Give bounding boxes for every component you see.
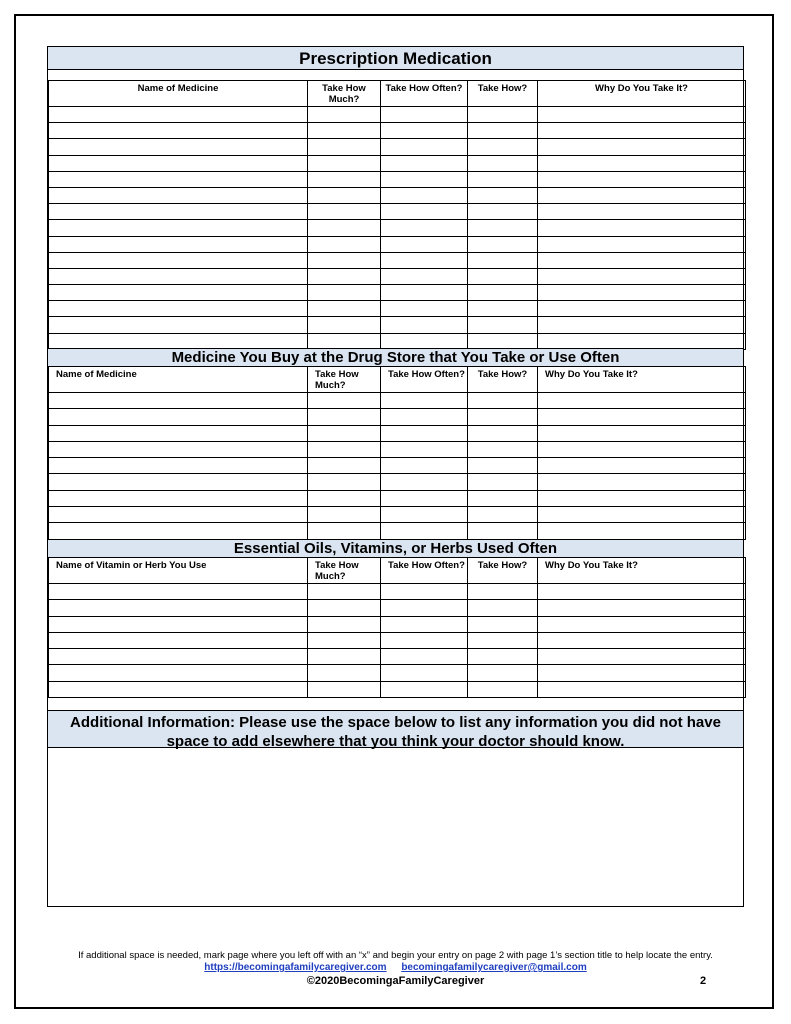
entry-cell[interactable] (468, 681, 538, 697)
entry-cell[interactable] (538, 665, 746, 681)
table-header-row (49, 81, 746, 107)
table-row (49, 107, 746, 123)
entry-cell[interactable] (49, 155, 308, 171)
medication-form (47, 46, 744, 907)
entry-cell[interactable] (468, 220, 538, 236)
entry-cell[interactable] (49, 252, 308, 268)
table-row (49, 139, 746, 155)
table-row (49, 155, 746, 171)
drugstore-table (48, 366, 746, 540)
table-row (49, 187, 746, 203)
entry-cell[interactable] (538, 268, 746, 284)
entry-cell[interactable] (468, 441, 538, 457)
entry-cell[interactable] (381, 155, 468, 171)
entry-cell[interactable] (468, 616, 538, 632)
entry-cell[interactable] (381, 584, 468, 600)
entry-cell[interactable] (538, 220, 746, 236)
table-row (49, 317, 746, 333)
entry-cell[interactable] (381, 523, 468, 539)
entry-cell[interactable] (538, 425, 746, 441)
entry-cell[interactable] (381, 600, 468, 616)
entry-cell[interactable] (381, 204, 468, 220)
entry-cell[interactable] (468, 252, 538, 268)
entry-cell[interactable] (308, 425, 381, 441)
entry-cell[interactable] (538, 409, 746, 425)
entry-cell[interactable] (468, 268, 538, 284)
entry-cell[interactable] (49, 523, 308, 539)
entry-cell[interactable] (49, 409, 308, 425)
table-row (49, 123, 746, 139)
entry-cell[interactable] (468, 123, 538, 139)
entry-cell[interactable] (308, 139, 381, 155)
entry-cell[interactable] (468, 139, 538, 155)
entry-cell[interactable] (468, 107, 538, 123)
table-row (49, 204, 746, 220)
entry-cell[interactable] (381, 632, 468, 648)
entry-cell[interactable] (468, 523, 538, 539)
additional-line-1: Additional Information: Please use the space below to list any information you did not have (70, 714, 721, 731)
column-header: Why Do You Take It? (538, 558, 746, 584)
entry-cell[interactable] (538, 681, 746, 697)
entry-cell[interactable] (381, 490, 468, 506)
entry-cell[interactable] (538, 139, 746, 155)
entry-cell[interactable] (468, 301, 538, 317)
footer-links (0, 962, 791, 973)
entry-cell[interactable] (49, 616, 308, 632)
entry-cell[interactable] (381, 409, 468, 425)
entry-cell[interactable] (49, 474, 308, 490)
table-row (49, 285, 746, 301)
table-row (49, 632, 746, 648)
entry-cell[interactable] (538, 632, 746, 648)
entry-cell[interactable] (538, 584, 746, 600)
entry-cell[interactable] (468, 171, 538, 187)
entry-cell[interactable] (381, 236, 468, 252)
entry-cell[interactable] (468, 155, 538, 171)
table-row (49, 268, 746, 284)
entry-cell[interactable] (308, 285, 381, 301)
entry-cell[interactable] (308, 409, 381, 425)
entry-cell[interactable] (538, 236, 746, 252)
column-header: Name of Medicine (49, 367, 308, 393)
section-title-oils: Essential Oils, Vitamins, or Herbs Used Often (48, 539, 743, 558)
table-row (49, 236, 746, 252)
table-row (49, 425, 746, 441)
table-row (49, 393, 746, 409)
table-row (49, 681, 746, 697)
entry-cell[interactable] (49, 649, 308, 665)
entry-cell[interactable] (538, 458, 746, 474)
entry-cell[interactable] (49, 301, 308, 317)
website-link[interactable]: https://becomingafamilycaregiver.com (204, 962, 387, 973)
entry-cell[interactable] (49, 681, 308, 697)
entry-cell[interactable] (49, 393, 308, 409)
column-header: Take How Much? (308, 81, 381, 107)
entry-cell[interactable] (538, 649, 746, 665)
entry-cell[interactable] (381, 649, 468, 665)
entry-cell[interactable] (468, 409, 538, 425)
column-header: Take How Often? (381, 81, 468, 107)
column-header: Take How Much? (308, 558, 381, 584)
entry-cell[interactable] (308, 107, 381, 123)
entry-cell[interactable] (381, 474, 468, 490)
entry-cell[interactable] (308, 490, 381, 506)
entry-cell[interactable] (49, 268, 308, 284)
entry-cell[interactable] (49, 171, 308, 187)
table-row (49, 616, 746, 632)
entry-cell[interactable] (308, 317, 381, 333)
entry-cell[interactable] (468, 632, 538, 648)
entry-cell[interactable] (308, 268, 381, 284)
entry-cell[interactable] (308, 236, 381, 252)
column-header: Take How Often? (381, 558, 468, 584)
entry-cell[interactable] (308, 632, 381, 648)
table-row (49, 301, 746, 317)
entry-cell[interactable] (308, 204, 381, 220)
prescription-table (48, 80, 746, 350)
table-row (49, 490, 746, 506)
entry-cell[interactable] (308, 600, 381, 616)
entry-cell[interactable] (381, 123, 468, 139)
column-header: Why Do You Take It? (538, 367, 746, 393)
entry-cell[interactable] (49, 139, 308, 155)
entry-cell[interactable] (538, 507, 746, 523)
entry-cell[interactable] (468, 649, 538, 665)
entry-cell[interactable] (468, 458, 538, 474)
entry-cell[interactable] (308, 665, 381, 681)
entry-cell[interactable] (49, 285, 308, 301)
entry-cell[interactable] (49, 425, 308, 441)
entry-cell[interactable] (538, 123, 746, 139)
entry-cell[interactable] (308, 458, 381, 474)
entry-cell[interactable] (381, 425, 468, 441)
entry-cell[interactable] (538, 616, 746, 632)
entry-cell[interactable] (49, 333, 308, 349)
entry-cell[interactable] (49, 600, 308, 616)
entry-cell[interactable] (538, 441, 746, 457)
entry-cell[interactable] (381, 507, 468, 523)
entry-cell[interactable] (49, 220, 308, 236)
additional-info-area[interactable] (48, 750, 743, 906)
table-row (49, 474, 746, 490)
entry-cell[interactable] (308, 171, 381, 187)
entry-cell[interactable] (538, 600, 746, 616)
table-row (49, 507, 746, 523)
column-header: Take How? (468, 81, 538, 107)
entry-cell[interactable] (381, 107, 468, 123)
table-header-row (49, 558, 746, 584)
entry-cell[interactable] (468, 665, 538, 681)
table-row (49, 333, 746, 349)
entry-cell[interactable] (49, 236, 308, 252)
entry-cell[interactable] (308, 441, 381, 457)
entry-cell[interactable] (308, 252, 381, 268)
entry-cell[interactable] (308, 187, 381, 203)
entry-cell[interactable] (538, 393, 746, 409)
table-row (49, 523, 746, 539)
table-row (49, 171, 746, 187)
entry-cell[interactable] (381, 268, 468, 284)
entry-cell[interactable] (538, 285, 746, 301)
entry-cell[interactable] (308, 616, 381, 632)
entry-cell[interactable] (49, 317, 308, 333)
entry-cell[interactable] (49, 632, 308, 648)
entry-cell[interactable] (49, 507, 308, 523)
entry-cell[interactable] (381, 333, 468, 349)
table-row (49, 409, 746, 425)
section-title-drugstore: Medicine You Buy at the Drug Store that You Take or Use Often (48, 348, 743, 367)
entry-cell[interactable] (468, 317, 538, 333)
email-link[interactable]: becomingafamilycaregiver@gmail.com (401, 962, 587, 973)
entry-cell[interactable] (308, 123, 381, 139)
entry-cell[interactable] (538, 107, 746, 123)
page-number: 2 (700, 975, 707, 987)
entry-cell[interactable] (468, 584, 538, 600)
section-title-additional (48, 710, 743, 748)
entry-cell[interactable] (308, 474, 381, 490)
entry-cell[interactable] (381, 665, 468, 681)
entry-cell[interactable] (538, 333, 746, 349)
column-header: Take How Often? (381, 367, 468, 393)
entry-cell[interactable] (538, 317, 746, 333)
column-header: Name of Medicine (49, 81, 308, 107)
footer-note: If additional space is needed, mark page where you left off with an “x” and begin your entry on page 2 with page 1’s section title to help locate the entry. (78, 950, 713, 961)
entry-cell[interactable] (381, 301, 468, 317)
entry-cell[interactable] (49, 490, 308, 506)
entry-cell[interactable] (538, 301, 746, 317)
entry-cell[interactable] (49, 204, 308, 220)
column-header: Why Do You Take It? (538, 81, 746, 107)
entry-cell[interactable] (381, 139, 468, 155)
table-row (49, 220, 746, 236)
column-header: Take How? (468, 558, 538, 584)
entry-cell[interactable] (468, 490, 538, 506)
entry-cell[interactable] (468, 285, 538, 301)
oils-table (48, 557, 746, 698)
table-row (49, 665, 746, 681)
entry-cell[interactable] (308, 220, 381, 236)
entry-cell[interactable] (381, 187, 468, 203)
entry-cell[interactable] (468, 507, 538, 523)
entry-cell[interactable] (538, 171, 746, 187)
entry-cell[interactable] (538, 252, 746, 268)
entry-cell[interactable] (308, 155, 381, 171)
entry-cell[interactable] (468, 425, 538, 441)
entry-cell[interactable] (308, 649, 381, 665)
entry-cell[interactable] (49, 441, 308, 457)
entry-cell[interactable] (381, 616, 468, 632)
entry-cell[interactable] (308, 507, 381, 523)
entry-cell[interactable] (308, 523, 381, 539)
entry-cell[interactable] (381, 285, 468, 301)
column-header: Take How? (468, 367, 538, 393)
entry-cell[interactable] (381, 393, 468, 409)
column-header: Name of Vitamin or Herb You Use (49, 558, 308, 584)
table-row (49, 649, 746, 665)
entry-cell[interactable] (381, 252, 468, 268)
entry-cell[interactable] (49, 187, 308, 203)
entry-cell[interactable] (49, 584, 308, 600)
entry-cell[interactable] (468, 187, 538, 203)
table-row (49, 584, 746, 600)
entry-cell[interactable] (308, 584, 381, 600)
entry-cell[interactable] (538, 490, 746, 506)
entry-cell[interactable] (381, 220, 468, 236)
table-row (49, 441, 746, 457)
entry-cell[interactable] (308, 393, 381, 409)
entry-cell[interactable] (538, 155, 746, 171)
entry-cell[interactable] (49, 107, 308, 123)
column-header: Take How Much? (308, 367, 381, 393)
table-row (49, 600, 746, 616)
entry-cell[interactable] (468, 236, 538, 252)
section-title-prescription: Prescription Medication (48, 46, 743, 70)
entry-cell[interactable] (381, 441, 468, 457)
table-row (49, 458, 746, 474)
entry-cell[interactable] (381, 317, 468, 333)
entry-cell[interactable] (468, 204, 538, 220)
entry-cell[interactable] (538, 474, 746, 490)
entry-cell[interactable] (308, 333, 381, 349)
entry-cell[interactable] (468, 474, 538, 490)
entry-cell[interactable] (381, 458, 468, 474)
entry-cell[interactable] (468, 393, 538, 409)
entry-cell[interactable] (381, 681, 468, 697)
entry-cell[interactable] (538, 187, 746, 203)
entry-cell[interactable] (381, 171, 468, 187)
entry-cell[interactable] (308, 301, 381, 317)
entry-cell[interactable] (49, 123, 308, 139)
entry-cell[interactable] (468, 600, 538, 616)
additional-line-2: space to add elsewhere that you think your doctor should know. (166, 733, 625, 750)
table-row (49, 252, 746, 268)
entry-cell[interactable] (538, 523, 746, 539)
entry-cell[interactable] (49, 458, 308, 474)
copyright: ©2020BecomingaFamilyCaregiver (306, 975, 485, 987)
table-header-row (49, 367, 746, 393)
entry-cell[interactable] (538, 204, 746, 220)
entry-cell[interactable] (49, 665, 308, 681)
entry-cell[interactable] (468, 333, 538, 349)
entry-cell[interactable] (308, 681, 381, 697)
